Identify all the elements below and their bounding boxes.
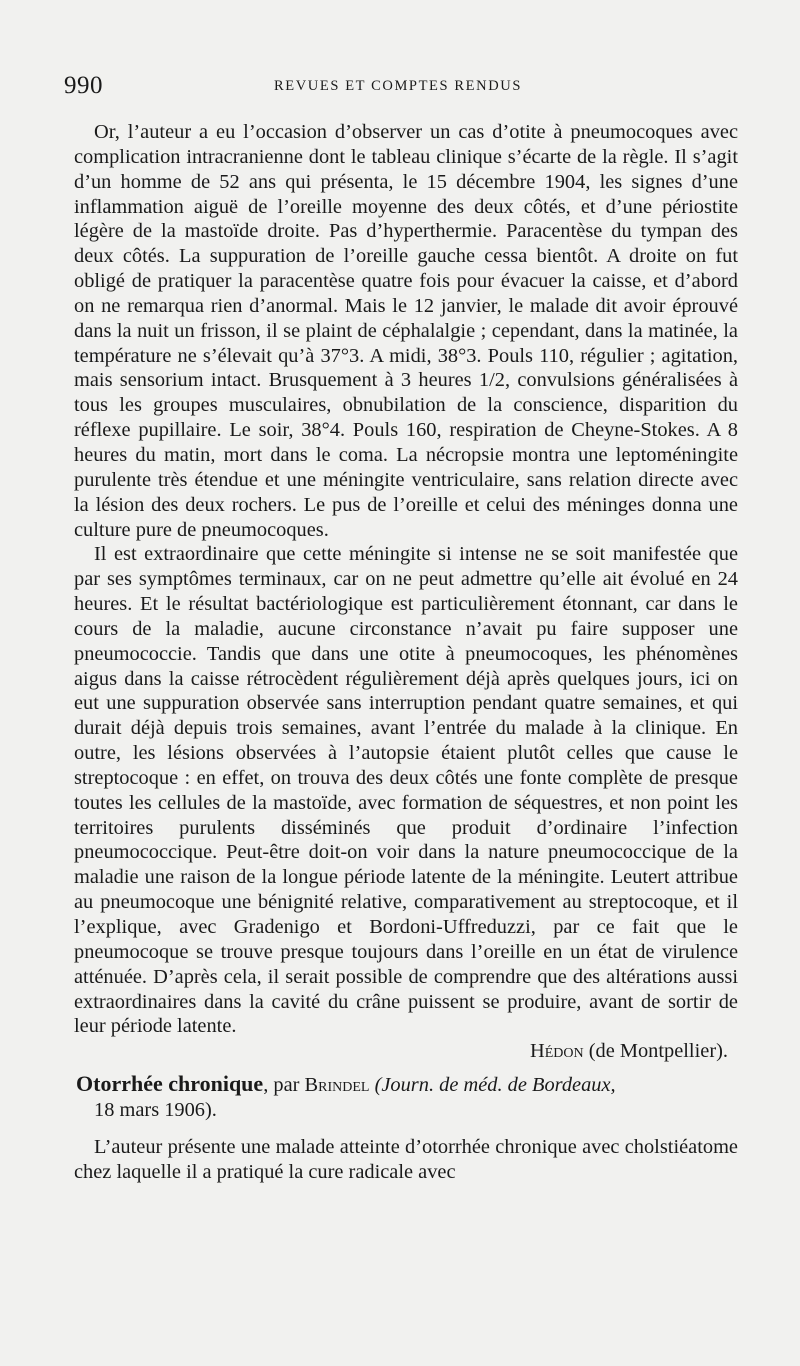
next-article-by: , par — [263, 1074, 300, 1097]
next-article-date: 18 mars 1906). — [94, 1098, 217, 1121]
page-number: 990 — [64, 72, 103, 99]
signature-author: Hédon — [529, 1040, 584, 1063]
signature — [74, 1039, 738, 1064]
paragraph-2: Il est extraordinaire que cette méningite si intense ne se soit manifestée que par ses symptômes terminaux, car on ne peut admettre qu’elle ait évolué en 24 heures. Et le résultat bactériologique est particulièrement étonnant, car dans le cours de la maladie, aucune circonstance n’avait pu faire supposer une pneumococcie. Tandis que dans une otite à pneumocoques, les phénomènes aigus dans la caisse rétrocèdent régulièrement déjà après quelques jours, ici on eut une suppuration observée sans interruption pendant quatre semaines, et qui durait déjà depuis trois semaines, avant l’entrée du malade à la clinique. En outre, les lésions observées à l’autopsie étaient plutôt celles que cause le streptocoque : en effet, on trouva des deux côtés une fonte complète de presque toutes les cellules de la mastoïde, avec formation de séquestres, et non point les territoires purulents disséminés que produit d’ordinaire l’infection pneumococcique. Peut-être doit-on voir dans la nature pneumococcique de la maladie une raison de la longue période latente de la méningite. Leutert attribue au pneumocoque une bénignité relative, comparativement au streptocoque, et il l’explique, avec Gradenigo et Bordoni-Uffreduzzi, par ce fait que le pneumocoque se trouve presque toujours dans l’oreille en un état de virulence atténuée. D’après cela, il serait possible de comprendre que des altérations aussi extraordinaires dans la cavité du crâne puissent se produire, avant de sortir de leur période latente. — [74, 543, 738, 1038]
signature-affiliation: (de Montpellier). — [588, 1040, 728, 1063]
next-article-author: Brindel — [304, 1074, 370, 1097]
next-article-journal: (Journ. de méd. de Bordeaux, — [374, 1074, 616, 1097]
running-header — [64, 72, 744, 102]
paragraph-1: Or, l’auteur a eu l’occasion d’observer un cas d’otite à pneumocoques avec complication intracranienne dont le tableau clinique s’écarte de la règle. Il s’agit d’un homme de 52 ans qui présenta, le 15 décembre 1904, les signes d’une inflammation aiguë de l’oreille moyenne des deux côtés, et d’une périostite légère de la mastoïde droite. Pas d’hyperthermie. Paracentèse du tympan des deux côtés. La suppuration de l’oreille gauche cessa bientôt. A droite on fut obligé de pratiquer la paracentèse quatre fois pour évacuer la caisse, et d’abord on ne remarqua rien d’anormal. Mais le 12 janvier, le malade dit avoir éprouvé dans la nuit un frisson, il se plaint de céphalalgie ; cependant, dans la matinée, la température ne s’élevait qu’à 37°3. A midi, 38°3. Pouls 110, régulier ; agitation, mais sensorium intact. Brusquement à 3 heures 1/2, convulsions généralisées à tous les groupes musculaires, obnubilation de la conscience, disparition du réflexe pupillaire. Le soir, 38°4. Pouls 160, respiration de Cheyne-Stokes. A 8 heures du matin, mort dans le coma. La nécropsie montra une leptoméningite purulente très étendue et une méningite ventriculaire, sans relation directe avec la lésion des deux rochers. Le pus de l’oreille et celui des méninges donna une culture pure de pneumocoques. — [74, 121, 738, 541]
next-article-title: Otorrhée chronique — [76, 1071, 264, 1097]
next-article-heading — [74, 1072, 738, 1123]
article-body — [74, 120, 738, 1184]
spacer — [74, 1123, 738, 1135]
running-title: REVUES ET COMPTES RENDUS — [274, 78, 523, 94]
next-article-paragraph: L’auteur présente une malade atteinte d’otorrhée chronique avec cholstiéatome chez laquelle il a pratiqué la cure radicale avec — [74, 1135, 738, 1183]
